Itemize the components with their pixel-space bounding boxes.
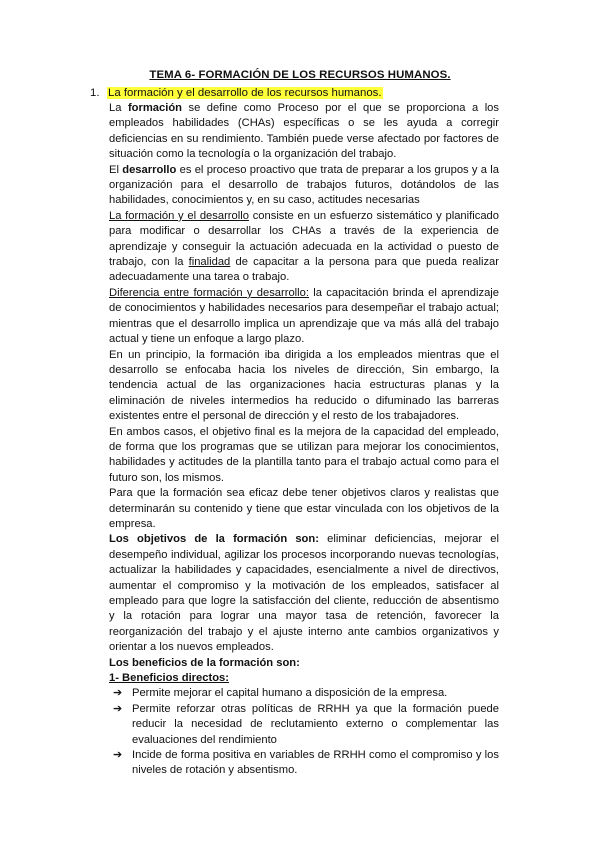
paragraph-eficaz: Para que la formación sea eficaz debe tener objetivos claros y realistas que determinarán su contenido y tiene que estar vinculada con los objetivos de la empresa. [109,487,499,530]
term-finalidad: finalidad [188,256,231,269]
paragraph-ambos-casos: En ambos casos, el objetivo final es la mejora de la capacidad del empleado, de forma que los programas que se utilizan para mejorar los conocimientos, habilidades y actitudes de la plantilla tanto para el trabajo actual como para el futuro son, los mismos. [109,425,499,484]
arrow-right-icon: ➔ [113,687,123,700]
paragraph-formacion-desarrollo: La formación y el desarrollo consiste en un esfuerzo sistemático y planificado para modificar o desarrollar los CHAs a través de la experiencia de aprendizaje y conseguir la actuación adecuada en la actividad o puesto de trabajo, con la finalidad de capacitar a la persona para que pueda realizar adecuadamente una tarea o trabajo. [109,209,499,284]
section-number: 1. [90,87,100,99]
section-heading [90,86,383,101]
list-item: ➔ Permite mejorar el capital humano a disposición de la empresa. [109,686,499,701]
list-item: ➔ Permite reforzar otras políticas de RRHH ya que la formación puede reducir la necesidad de reclutamiento externo o complementar las evaluaciones del rendimiento [113,702,499,746]
list-item: ➔ Incide de forma positiva en variables de RRHH como el compromiso y los niveles de rotación y absentismo. [113,749,499,777]
document-title: TEMA 6- FORMACIÓN DE LOS RECURSOS HUMANOS. [149,69,451,81]
benefits-list [109,686,499,778]
document-body [109,101,499,779]
term-desarrollo: desarrollo [122,163,177,176]
arrow-right-icon: ➔ [113,749,123,762]
term-diferencia: Diferencia entre formación y desarrollo: [109,286,309,299]
term-formacion: formación [127,102,183,114]
paragraph-desarrollo: El desarrollo es el proceso proactivo que trata de preparar a los grupos y a la organización para el desarrollo de trabajos futuros, dotándolos de las habilidades, conocimientos y, en su caso, actitudes necesarias [109,163,499,207]
benefits-heading: Los beneficios de la formación son: [109,656,300,669]
section-title-highlighted: La formación y el desarrollo de los recursos humanos. [108,87,382,99]
direct-benefits-heading: 1- Beneficios directos: [109,672,229,685]
term-formacion-desarrollo: La formación y el desarrollo [109,209,249,222]
paragraph-objetivos: Los objetivos de la formación son: eliminar deficiencias, mejorar el desempeño individual, agilizar los procesos incorporando nuevas tecnologías, actualizar la habilidades y capacidades, esencialmente a nivel de directivos, aumentar el compromiso y la motivación de los empleados, satisfacer al empleado para que logre la satisfacción del cliente, reducción de absentismo y la rotación para lograr una mayor tasa de retención, favorecer la reorganización del trabajo y el ajuste interno ante cambios organizativos y orientar a los nuevos empleados. [109,533,500,654]
arrow-right-icon: ➔ [113,702,123,715]
paragraph-formacion: La formación se define como Proceso por el que se proporciona a los empleados habilidades (CHAs) específicas o se les ayuda a corregir deficiencias en su rendimiento. También puede verse afectado por factores de situación como la tecnología o la organización del trabajo. [109,102,499,161]
term-objetivos: Los objetivos de la formación son: [109,533,319,546]
paragraph-diferencia: Diferencia entre formación y desarrollo: la capacitación brinda el aprendizaje de conocimientos y habilidades necesarios para desempeñar el trabajo actual; mientras que el desarrollo implica un aprendizaje que va más allá del trabajo actual y tiene un enfoque a largo plazo. [109,286,499,346]
paragraph-principio: En un principio, la formación iba dirigida a los empleados mientras que el desarrollo se enfocaba hacia los niveles de dirección, Sin embargo, la tendencia actual de las organizaciones hacia estructuras planas y la eliminación de niveles intermedios ha reducido o difuminado las barreras existentes entre el personal de dirección y el resto de los trabajadores. [109,348,499,423]
